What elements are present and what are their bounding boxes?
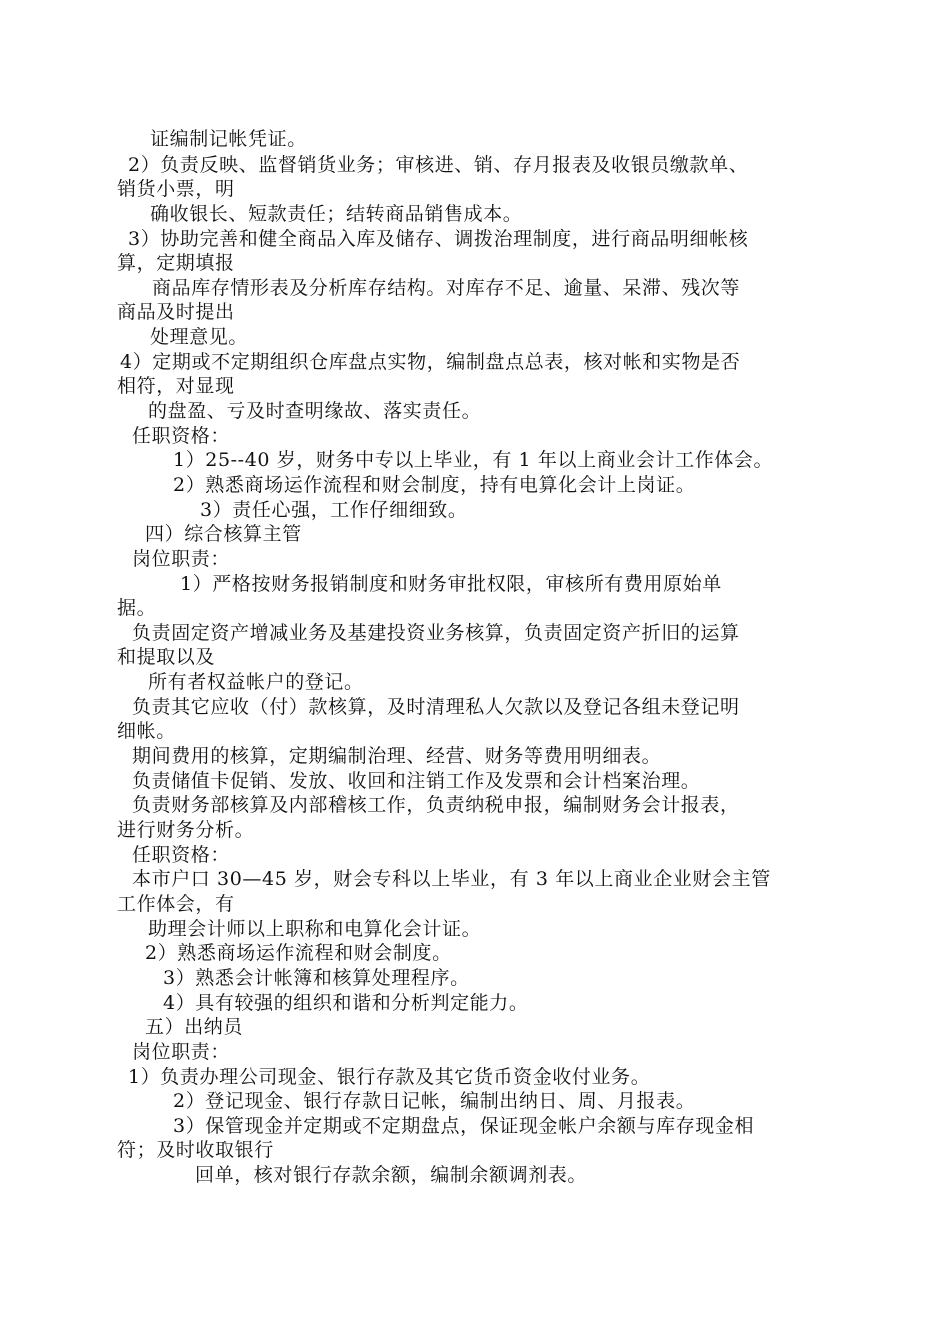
text-line: 本市户口 30—45 岁，财会专科以上毕业，有 3 年以上商业企业财会主管 [132, 868, 771, 890]
text-line: 销货小票，明 [117, 178, 235, 200]
text-line: 任职资格： [132, 844, 231, 866]
text-line: 3）责任心强，工作仔细细致。 [200, 499, 468, 521]
text-line: 助理会计师以上职称和电算化会计证。 [148, 918, 482, 940]
text-line: 负责固定资产增减业务及基建投资业务核算，负责固定资产折旧的运算 [132, 622, 740, 644]
text-line: 处理意见。 [150, 326, 249, 348]
text-line: 商品库存情形表及分析库存结构。对库存不足、逾量、呆滞、残次等 [152, 277, 741, 299]
text-line: 1）25--40 岁，财务中专以上毕业，有 1 年以上商业会计工作体会。 [173, 449, 774, 471]
text-line: 据。 [117, 597, 157, 619]
section-heading: 四）综合核算主管 [145, 523, 302, 545]
text-line: 证编制记帐凭证。 [150, 128, 307, 150]
text-line: 进行财务分析。 [117, 819, 255, 841]
text-line: 4）具有较强的组织和谐和分析判定能力。 [163, 992, 529, 1014]
text-line: 商品及时提出 [117, 301, 235, 323]
text-line: 1）严格按财务报销制度和财务审批权限，审核所有费用原始单 [180, 573, 722, 595]
text-line: 2）熟悉商场运作流程和财会制度，持有电算化会计上岗证。 [173, 474, 696, 496]
text-line: 负责财务部核算及内部稽核工作，负责纳税申报，编制财务会计报表， [132, 794, 740, 816]
text-line: 任职资格： [132, 425, 231, 447]
text-line: 的盘盈、亏及时查明缘故、落实责任。 [148, 400, 482, 422]
text-line: 2）熟悉商场运作流程和财会制度。 [145, 942, 452, 964]
text-line: 2）登记现金、银行存款日记帐，编制出纳日、周、月报表。 [173, 1090, 696, 1112]
text-line: 3）协助完善和健全商品入库及储存、调拨治理制度，进行商品明细帐核 [128, 228, 749, 250]
section-heading: 五）出纳员 [145, 1016, 244, 1038]
text-line: 4）定期或不定期组织仓库盘点实物，编制盘点总表，核对帐和实物是否 [120, 351, 741, 373]
text-line: 3）熟悉会计帐簿和核算处理程序。 [163, 967, 470, 989]
text-line: 1）负责办理公司现金、银行存款及其它货币资金收付业务。 [128, 1066, 651, 1088]
text-line: 期间费用的核算，定期编制治理、经营、财务等费用明细表。 [132, 745, 662, 767]
text-line: 3）保管现金并定期或不定期盘点，保证现金帐户余额与库存现金相 [173, 1115, 755, 1137]
text-line: 所有者权益帐户的登记。 [148, 671, 364, 693]
text-line: 工作体会，有 [117, 893, 235, 915]
text-line: 细帐。 [117, 720, 176, 742]
text-line: 确收银长、短款责任；结转商品销售成本。 [150, 203, 523, 225]
text-line: 相符，对显现 [117, 375, 235, 397]
text-line: 负责其它应收（付）款核算，及时清理私人欠款以及登记各组未登记明 [132, 696, 740, 718]
text-line: 岗位职责： [132, 548, 231, 570]
text-line: 负责储值卡促销、发放、收回和注销工作及发票和会计档案治理。 [132, 770, 701, 792]
text-line: 算，定期填报 [117, 252, 235, 274]
text-line: 2）负责反映、监督销货业务；审核进、销、存月报表及收银员缴款单、 [128, 154, 749, 176]
text-line: 回单，核对银行存款余额，编制余额调剂表。 [195, 1164, 588, 1186]
text-line: 和提取以及 [117, 646, 216, 668]
text-line: 符；及时收取银行 [117, 1139, 274, 1161]
text-line: 岗位职责： [132, 1041, 231, 1063]
